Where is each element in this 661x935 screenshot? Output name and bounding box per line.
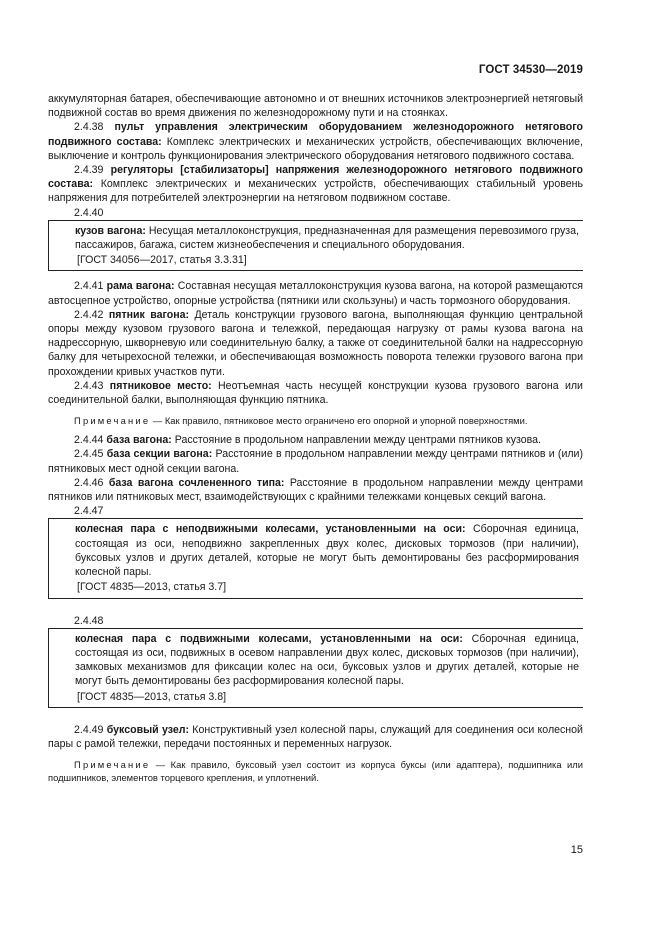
box-definition-text: Несущая металлоконструкция, предназначенная для размещения перевозимого груза, пассажиров, багажа, систем жизнеобеспечения и специального оборудования. (75, 224, 579, 252)
box-term: колесная пара с подвижными колесами, установленными на оси: (75, 632, 463, 645)
box-definition (75, 632, 579, 689)
clause-definition: Составная несущая металлоконструкция кузова вагона, на которой размещаются автосцепное устройство, опорные устройства (пятники или скользуны) и часть тормозного оборудования. (48, 280, 583, 307)
clause-2-4-48-number: 2.4.48 (74, 614, 104, 627)
box-term: колесная пара с неподвижными колесами, установленными на оси: (75, 523, 466, 536)
clause-definition: Конструктивный узел колесной пары, служащий для соединения оси колесной пары с рамой тележки, передачи постоянных и переменных нагрузок. (48, 723, 583, 750)
clause-number: 2.4.43 (74, 379, 104, 392)
clause-definition: Комплекс электрических и механических устройств, обеспечивающих включение, выключение и контроль функционирования электрического оборудования нетягового подвижного состава. (48, 135, 583, 162)
page-number: 15 (570, 844, 583, 856)
note-text: — Как правило, пятниковое место ограничено его опорной и упорной поверхностями. (150, 415, 528, 427)
clause-2-4-44 (48, 433, 583, 447)
box-definition (75, 522, 579, 579)
box-definition-text: Сборочная единица, состоящая из оси, подвижных в осевом направлении двух колес, дисковых тормозов (при наличии), замковых механизмов для фиксации колес на оси, буксовых узлов и других деталей, которые не могут быть демонтированы без расформирования колесной пары. (75, 632, 579, 688)
borrowed-definition-box (48, 220, 583, 272)
clause-2-4-39 (48, 163, 583, 206)
clause-definition: Расстояние в продольном направлении между центрами пятников и (или) пятниковых мест одной секции вагона. (48, 448, 583, 475)
clause-definition: Деталь конструкции грузового вагона, выполняющая функцию центральной опоры между кузовом грузового вагона и тележкой, передающая нагрузку от рамы кузова вагона на надрессорную, шкворневую или соединительную балку, а также от соединительной балки на надрессорную балку для четырехосной тележки, и обеспечивающая возможность поворота тележки грузового вагона при прохождении кривых участков пути. (48, 308, 583, 378)
clause-2-4-45 (48, 447, 583, 475)
clause-2-4-49 (48, 723, 583, 751)
clause-2-4-38 (48, 120, 583, 163)
clause-number: 2.4.44 (74, 434, 104, 447)
clause-definition: Комплекс электрических и механических устройств, обеспечивающих стабильный уровень напряжения для потребителей электроэнергии на нетяговом подвижном составе. (48, 178, 583, 205)
clause-term: пятниковое место: (109, 379, 212, 392)
clause-term: рама вагона: (106, 280, 175, 293)
clause-2-4-42 (48, 308, 583, 379)
clause-2-4-47-number: 2.4.47 (74, 505, 104, 518)
borrowed-definition-box (48, 518, 583, 598)
clause-term: пятник вагона: (108, 308, 190, 321)
clause-term: база секции вагона: (106, 448, 213, 461)
note-text: — Как правило, буксовый узел состоит из корпуса буксы (или адаптера), подшипника или подшипников, элементов торцевого крепления, и уплотнений. (48, 759, 583, 784)
note-2-4-49 (48, 758, 583, 784)
note-label: Примечание (74, 415, 151, 427)
clause-number: 2.4.39 (74, 164, 104, 177)
box-definition-text: Сборочная единица, состоящая из оси, неподвижно закрепленных двух колес, дисковых тормозов (при наличии), буксовых узлов и других деталей, которые не могут быть демонтированы без расформирования колесной пары. (75, 523, 579, 579)
clause-number: 2.4.38 (74, 121, 104, 134)
clause-2-4-40-number: 2.4.40 (74, 206, 104, 219)
clause-number: 2.4.46 (74, 476, 104, 489)
paragraph-intro: аккумуляторная батарея, обеспечивающие автономно и от внешних источников электроэнергией нетяговый подвижной состав во время движения по железнодорожному пути и на стоянках. (48, 93, 583, 120)
note-2-4-43 (48, 414, 583, 427)
clause-definition: Расстояние в продольном направлении между центрами пятников или пятниковых мест, взаимодействующих с крайними тележками концевых секций вагона. (48, 476, 583, 504)
box-source-reference: [ГОСТ 34056—2017, статья 3.3.31] (77, 254, 247, 267)
clause-2-4-41 (48, 279, 583, 307)
clause-number: 2.4.41 (74, 280, 104, 293)
clause-term: регуляторы [стабилизаторы] напряжения железнодорожного нетягового подвижного состава: (48, 164, 583, 191)
clause-definition: Расстояние в продольном направлении между центрами пятников кузова. (174, 434, 541, 447)
clause-number: 2.4.45 (74, 448, 104, 461)
clause-2-4-46 (48, 476, 583, 504)
note-label: Примечание (74, 759, 151, 771)
box-source-reference: [ГОСТ 4835—2013, статья 3.8] (77, 690, 227, 703)
borrowed-definition-box (48, 628, 583, 708)
clause-term: база вагона: (106, 434, 172, 447)
document-body (48, 92, 583, 790)
clause-2-4-43 (48, 379, 583, 407)
clause-definition: Неотъемная часть несущей конструкции кузова грузового вагона или соединительной балки, выполняющая функцию пятника. (48, 379, 583, 407)
clause-number: 2.4.49 (74, 723, 104, 736)
clause-term: пульт управления электрическим оборудованием железнодорожного нетягового подвижного состава: (48, 121, 583, 148)
box-source-reference: [ГОСТ 4835—2013, статья 3.7] (77, 581, 227, 594)
clause-term: буксовый узел: (106, 723, 189, 736)
box-definition (75, 224, 579, 252)
box-term: кузов вагона: (75, 224, 146, 237)
clause-term: база вагона сочлененного типа: (108, 476, 285, 489)
clause-number: 2.4.42 (74, 308, 104, 321)
document-header: ГОСТ 34530—2019 (478, 64, 583, 76)
